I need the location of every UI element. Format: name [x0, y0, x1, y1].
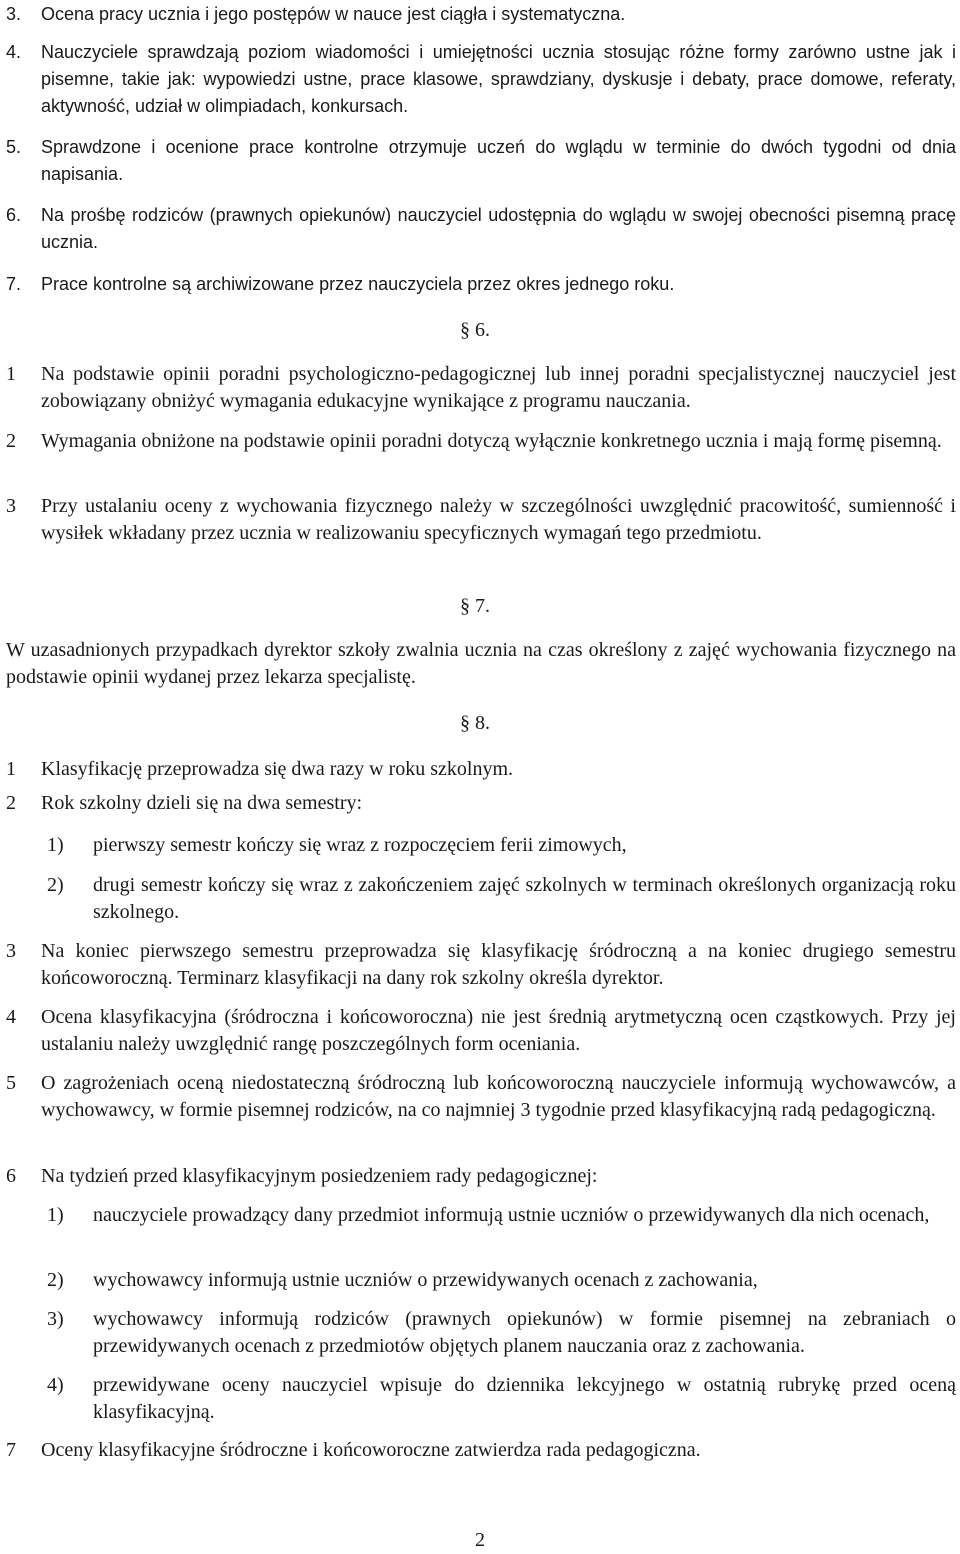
sublist-text: nauczyciele prowadzący dany przedmiot informują ustnie uczniów o przewidywanych dla nich ocenach,: [93, 1204, 930, 1226]
section8-item-3: [0, 938, 956, 992]
list-item-7: [0, 271, 956, 298]
sublist-text: drugi semestr kończy się wraz z zakończeniem zajęć szkolnych w terminach określonych organizacją roku szkolnego.: [93, 874, 956, 923]
list-text: Na tydzień przed klasyfikacyjnym posiedzeniem rady pedagogicznej:: [41, 1165, 598, 1187]
list-text: Przy ustalaniu oceny z wychowania fizycznego należy w szczególności uwzględnić pracowitość, sumienność i wysiłek wkładany przez ucznia w realizowaniu specyficznych wymagań tego przedmiotu.: [41, 495, 956, 544]
section8-item-6-sub-3: [0, 1306, 956, 1360]
list-number: 3: [6, 495, 16, 517]
list-item-3: [0, 1, 956, 28]
list-number: 7: [6, 1439, 16, 1461]
list-text: Ocena klasyfikacyjna (śródroczna i końcoworoczna) nie jest średnią arytmetyczną ocen cząstkowych. Przy jej ustalaniu należy uwzględnić rangę poszczególnych form oceniania.: [41, 1006, 956, 1055]
list-number: 5.: [6, 137, 22, 157]
list-text: Oceny klasyfikacyjne śródroczne i końcoworoczne zatwierdza rada pedagogiczna.: [41, 1439, 701, 1461]
list-text: Na prośbę rodziców (prawnych opiekunów) nauczyciel udostępnia do wglądu w swojej obecności pisemną pracę ucznia.: [41, 205, 956, 252]
section7-text: W uzasadnionych przypadkach dyrektor szkoły zwalnia ucznia na czas określony z zajęć wychowania fizycznego na podstawie opinii wydanej przez lekarza specjalistę.: [6, 639, 956, 688]
list-item-4: [0, 39, 956, 120]
section6-item-3: [0, 493, 956, 547]
list-text: Klasyfikację przeprowadza się dwa razy w roku szkolnym.: [41, 758, 514, 780]
list-text: O zagrożeniach oceną niedostateczną śródroczną lub końcoworoczną nauczyciele informują wychowawców, a wychowawcy, w formie pisemnej rodziców, na co najmniej 3 tygodnie przed klasyfikacyjną radą pedagogiczną.: [41, 1072, 956, 1121]
list-text: Wymagania obniżone na podstawie opinii poradni dotyczą wyłącznie konkretnego ucznia i mają formę pisemną.: [41, 430, 942, 452]
section8-item-6-sub-4: [0, 1372, 956, 1426]
list-number: 3: [6, 940, 16, 962]
section8-item-6-sub-2: [0, 1267, 956, 1294]
list-text: Sprawdzone i ocenione prace kontrolne otrzymuje uczeń do wglądu w terminie do dwóch tygodni od dnia napisania.: [41, 137, 956, 184]
sublist-text: wychowawcy informują rodziców (prawnych opiekunów) w formie pisemnej na zebraniach o przewidywanych ocenach z przedmiotów objętych planem nauczania oraz z zachowania.: [93, 1308, 956, 1357]
section8-item-6-sub-1: [0, 1202, 956, 1229]
section8-item-5: [0, 1070, 956, 1124]
list-text: Nauczyciele sprawdzają poziom wiadomości i umiejętności ucznia stosując różne formy zarówno ustne jak i pisemne, takie jak: wypowiedzi ustne, prace klasowe, sprawdziany, dyskusje i debaty, prace domowe, referaty, aktywność, udział w olimpiadach, konkursach.: [41, 42, 956, 116]
list-text: Na koniec pierwszego semestru przeprowadza się klasyfikację śródroczną a na koniec drugiego semestru końcoworoczną. Terminarz klasyfikacji na dany rok szkolny określa dyrektor.: [41, 940, 956, 989]
sublist-number: 4): [47, 1374, 64, 1396]
sublist-number: 2): [47, 874, 64, 896]
sublist-text: przewidywane oceny nauczyciel wpisuje do dziennika lekcyjnego w ostatnią rubrykę przed oceną klasyfikacyjną.: [93, 1374, 956, 1423]
list-number: 7.: [6, 274, 22, 294]
list-text: Ocena pracy ucznia i jego postępów w nauce jest ciągła i systematyczna.: [41, 4, 626, 24]
list-item-5: [0, 134, 956, 188]
sublist-number: 2): [47, 1269, 64, 1291]
list-number: 6: [6, 1165, 16, 1187]
list-number: 2: [6, 430, 16, 452]
section-heading-8: § 8.: [460, 712, 490, 734]
sublist-number: 3): [47, 1308, 64, 1330]
sublist-number: 1): [47, 834, 64, 856]
section6-item-2: [0, 428, 956, 455]
section8-item-2-sub-2: [0, 872, 956, 926]
section8-item-2-sub-1: [0, 832, 956, 859]
section8-item-6: [0, 1163, 956, 1190]
list-number: 2: [6, 792, 16, 814]
list-text: Prace kontrolne są archiwizowane przez nauczyciela przez okres jednego roku.: [41, 274, 675, 294]
list-number: 6.: [6, 205, 22, 225]
list-text: Rok szkolny dzieli się na dwa semestry:: [41, 792, 363, 814]
list-text: Na podstawie opinii poradni psychologiczno-pedagogicznej lub innej poradni specjalistycznej nauczyciel jest zobowiązany obniżyć wymagania edukacyjne wynikające z programu nauczania.: [41, 363, 956, 412]
page-number: 2: [475, 1529, 485, 1551]
list-item-6: [0, 202, 956, 256]
list-number: 1: [6, 363, 16, 385]
section6-item-1: [0, 361, 956, 415]
sublist-number: 1): [47, 1204, 64, 1226]
section8-item-1: [0, 756, 956, 783]
list-number: 3.: [6, 4, 22, 24]
list-number: 5: [6, 1072, 16, 1094]
section-heading-6: § 6.: [460, 319, 490, 341]
section8-item-7: [0, 1437, 956, 1464]
list-number: 4: [6, 1006, 16, 1028]
section8-item-2: [0, 790, 956, 817]
list-number: 1: [6, 758, 16, 780]
sublist-text: wychowawcy informują ustnie uczniów o przewidywanych ocenach z zachowania,: [93, 1269, 758, 1291]
list-number: 4.: [6, 42, 22, 62]
sublist-text: pierwszy semestr kończy się wraz z rozpoczęciem ferii zimowych,: [93, 834, 627, 856]
section8-item-4: [0, 1004, 956, 1058]
section-heading-7: § 7.: [460, 595, 490, 617]
